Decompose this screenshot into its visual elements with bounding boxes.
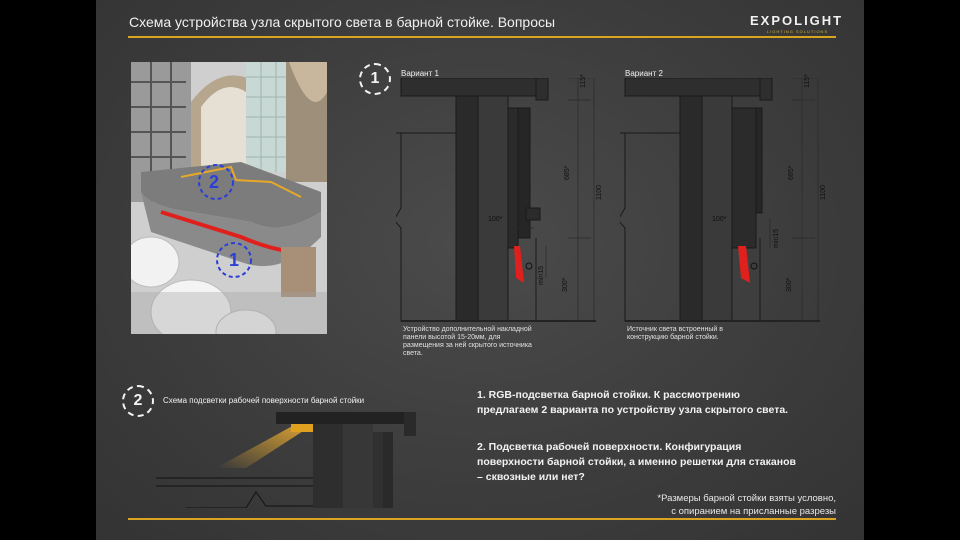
q2-line: поверхности барной стойки, а именно решетки для стаканов (477, 456, 796, 468)
render-marker-1: 1 (229, 250, 240, 270)
v1-caption-line: Устройство дополнительной накладной (403, 326, 532, 333)
render-illustration (131, 62, 327, 334)
v1-dim-100: 100* (488, 216, 503, 223)
q1-line: предлагаем 2 варианта по устройству узла скрытого света. (477, 404, 789, 416)
variant-2-title: Вариант 2 (625, 69, 663, 78)
v2-dim-min15: min15 (773, 228, 780, 248)
section-1-number: 1 (359, 63, 391, 95)
worksurface-lighting-drawing (156, 408, 436, 508)
q2-line: 2. Подсветка рабочей поверхности. Конфигурация (477, 441, 742, 453)
section-2-number: 2 (122, 385, 154, 417)
v1-caption-line: размещения за ней скрытого источника (403, 342, 532, 349)
v1-dim-300: 300* (562, 277, 569, 292)
bar-counter-render (131, 62, 327, 334)
v2-dim-115: 115* (804, 74, 811, 88)
v2-dim-685: 685* (788, 165, 795, 180)
q1-line: 1. RGB-подсветка барной стойки. К рассмотрению (477, 389, 740, 401)
variant-1-caption (403, 326, 532, 358)
note-line: с опиранием на присланные разрезы (671, 506, 836, 517)
variant-1-title: Вариант 1 (401, 69, 439, 78)
v1-caption-line: света. (403, 350, 423, 357)
dimensions-note (596, 492, 836, 518)
question-2 (477, 440, 796, 485)
v1-dim-1100: 1100 (596, 184, 603, 200)
v1-dim-685: 685* (564, 165, 571, 180)
note-line: *Размеры барной стойки взяты условно, (657, 493, 836, 504)
section-2-title: Схема подсветки рабочей поверхности барной стойки (163, 396, 365, 405)
v1-dim-min15: min15 (538, 265, 545, 285)
q2-line: – сквозные или нет? (477, 471, 585, 483)
question-1 (477, 388, 788, 418)
variant-2-caption (627, 326, 723, 342)
presentation-board (96, 0, 864, 540)
v1-caption-line: панели высотой 15-20мм, для (403, 334, 501, 341)
v2-dim-1100: 1100 (820, 184, 827, 200)
v2-dim-300: 300* (786, 277, 793, 292)
logo-subtext: LIGHTING SOLUTIONS (767, 29, 829, 34)
v1-dim-115: 115* (580, 74, 587, 88)
header-divider (128, 36, 836, 38)
v2-caption-line: конструкцию барной стойки. (627, 334, 719, 341)
v2-caption-line: Источник света встроенный в (627, 326, 723, 333)
expolight-logo: EXPOLIGHT (750, 13, 844, 28)
render-marker-2: 2 (209, 172, 220, 192)
page-title: Схема устройства узла скрытого света в барной стойке. Вопросы (129, 14, 556, 30)
v2-dim-100: 100* (712, 216, 727, 223)
footer-divider (128, 518, 836, 520)
